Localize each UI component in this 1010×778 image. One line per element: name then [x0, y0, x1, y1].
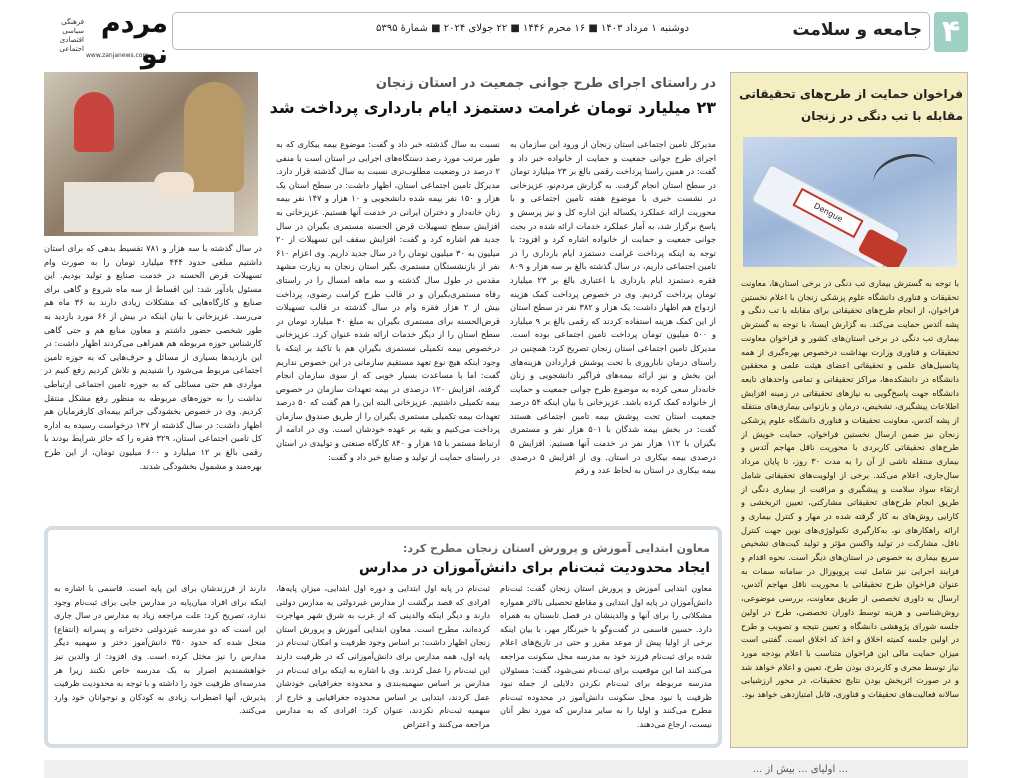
main-article-column-2: نسبت به سال گذشته خبر داد و گفت: موضوع بیمه بیکاری که به طور مرتب مورد رصد دستگاه‌های اجرایی در استان است با منفی ۲ درصد در وضعیت مطلوب‌تری نسبت به سال گذشته قرار دارد. مدیرکل تامین اجتماعی استان، اظهار داشت: در سطح استان یک هزار و ۱۵۰ نفر بیمه شده دانشجویی و ۱۰ هزار و ۱۴۷ نفر بیمه زنان خانه‌دار و دختران ایرانی در خدمت آنها هستیم. عزیزخانی به افزایش سطح تسهیلات قرض الحسنه مستمری بگیران در سال جدید هم اشاره کرد و گفت: افزایش سقف این تسهیلات از ۲۰ میلیون به ۳۰ میلیون تومان را در سال جدید داریم. وی اعزام ۶۱۰ نفر از بازنشستگان مستمری بگیر استان زنجان به زیارت مشهد مقدس در طول سال گذشته و سه ماهه امسال را در راستای رفاه مستمری‌بگیران و در قالب طرح کرامت رضوی، پرداخت بیش از ۲ هزار فقره وام در سال گذشته در قالب تسهیلات قرض‌الحسنه برای مستمری بگیران به مبلغ ۴۰ میلیارد تومان در سطح استان را از دیگر خدمات ارائه شده عنوان کرد. عزیزخانی درخصوص بیمه تکمیلی مستمری بگیران هم با تاکید بر اینکه با وجود اینکه هیچ نوع تعهد مستقیم سازمانی در این خصوص نداریم گفت: اما با مساعدت بسیار خوبی که از سوی سازمان انجام گرفته، افزایش ۱۲۰ درصدی در بیمه تعهدات سازمان در خصوص بیمه تکمیلی داشتیم. عزیزخانی البته این را هم گفت که ۵۰ درصد تعهدات بیمه تکمیلی مستمری بگیران را از طریق صندوق سازمان پرداخت می‌کنیم و بقیه بر عهده خودشان است. وی در ادامه از ارتباط مستمر با ۱۵ هزار و ۸۴۰ کارگاه صنعتی و تولیدی در استان در راستای حمایت از تولید و صنایع خبر داد و گفت: [276, 139, 500, 462]
page-header [40, 6, 968, 70]
logo-url: www.zanjanews.com [86, 52, 149, 59]
dengue-test-photo [743, 137, 957, 267]
mother-baby-photo [44, 72, 258, 236]
education-column-1: معاون ابتدایی آموزش و پرورش استان زنجان گفت: ثبت‌نام دانش‌آموزان در پایه اول ابتدایی و مقاطع تحصیلی بالاتر همواره مشکلاتی را برای آنها و والدینشان در فصل تابستان به همراه دارد. حسین قاسمی در گفت‌وگو با خبرنگار مهر، با بیان اینکه برخی از اولیا پیش از موعد مقرر و حتی در تاریخ‌های اعلام شده برای ثبت‌نام فرزند خود به مدرسه محل سکونت مراجعه می‌کنند اما این موقعیت برای ثبت‌نام نمی‌شود، گفت: مسئولان مدرسه مربوطه برای ثبت‌نام نکردن دلایلی از جمله نبود ظرفیت یا نبود محل سکونت دانش‌آموز در محدوده ثبت‌نام مطرح می‌کنند و اولیا را به سایر مدارس که مورد نظر آنان نیست، ارجاع می‌دهند. [500, 583, 712, 729]
education-title: ایجاد محدودیت ثبت‌نام برای دانش‌آموزان در مدارس [358, 560, 710, 576]
education-column-3: دارند از فرزندشان برای این پایه است. قاسمی با اشاره به اینکه برای افراد میان‌پایه در مدارس جایی برای ثبت‌نام وجود ندارد، تصریح کرد: علت مراجعه زیاد به مدارس در سال جاری این است که دو مدرسه غیردولتی دخترانه و پسرانه (انتفاع) منحل شده که حدود ۳۵۰ دانش‌آموز دختر و سهمیه دیگر مدارس را نیز مختل کرده است. وی افزود: از والدین نیز خواهشمندیم اصرار به یک مدرسه خاص نکنند زیرا هر مدرسه‌ای ظرفیت خود را داشته و با توجه به محدودیت ظرفیت پذیرش، آنها اضطراب زیادی به کودکان و نوجوانان خود وارد می‌کنند. [54, 583, 266, 716]
section-title: جامعه و سلامت [792, 20, 922, 40]
main-article-kicker: در راستای اجرای طرح جوانی جمعیت در استان زنجان [375, 76, 716, 91]
mosquito-icon [869, 147, 941, 202]
next-article-strip [44, 760, 968, 778]
sidebar-article [730, 72, 968, 748]
sidebar-body: با توجه به گسترش بیماری تب دنگی در برخی استان‌ها، معاونت تحقیقات و فناوری دانشگاه علوم پزشکی زنجان با اعلام نخستین فراخوان، از انجام طرح‌های تحقیقاتی برای مقابله با تب دنگی و پشه آئدس حمایت می‌کند. به گزارش ایسنا، با توجه به گسترش بیماری تب دنگی در برخی استان‌های کشور و فراخوان معاونت تحقیقات و فناوری وزارت بهداشت درخصوص بهره‌گیری از همه پتانسیل‌های علمی و تحقیقاتی اعضای هیئت علمی و محققین دانشگاه در دانشکده‌ها، مراکز تحقیقاتی و تمامی واحدهای تابعه دانشگاه جهت پاسخ‌گویی به نیازهای تحقیقاتی در زمینه افزایش اطلاعات پیشگیری، تشخیص، درمان و بازتوانی بیماری‌های منتقله از پشه آئدس، معاونت تحقیقات و فناوری دانشگاه علوم پزشکی زنجان نیز ضمن ارسال نخستین فراخوان، حمایت خویش از طرح‌های تحقیقاتی کاربردی با محوریت ناقل مهاجم آئدس و بیماری منتقله ناشی از آن را به مدت ۳۰ روز، تا پایان مرداد سال‌جاری، اعلام می‌کند. برخی از اولویت‌های تحقیقاتی شامل ارتقاء سواد سلامت و پیشگیری و مراقبت از بیماری دنگی از طریق انجام طرح‌های تحقیقاتی مشارکتی، تعیین اثربخشی و کارایی روش‌های به کار گرفته شده در مهار و کنترل بیماری و ارائه راهکارهای نو، به‌کارگیری تکنولوژی‌های نوین جهت کنترل ناقل، مشارکت در تولید واکسن مؤثر و تولید کیت‌های تشخیص سریع بیماری به خصوص در استان‌های دیگر است. نحوه اقدام و فرایند اجرایی نیز شامل ثبت پروپوزال در سامانه سمات به عنوان فراخوان طرح تحقیقاتی با محوریت ناقل مهاجم آئدس، ارسال به داوری تخصصی از طریق معاونت، بررسی موضوعی، روش‌شناسی و هزینه توسط داوران تخصصی، طرح در اولین جلسه شورای پژوهشی دانشگاه و تعیین نتیجه و تصویب و طرح در اولین جلسه کمیته اخلاق و اخذ کد اخلاق است. گفتنی است میزان حمایت مالی این فراخوان متناسب با اعلام بودجه مورد نیاز توسط مجری و کاربردی بودن طرح، تعیین و اعلام خواهد شد و در صورت اثربخش بودن نتایج تحقیقات، در محور ارزشیابی سالانه فعالیت‌های تحقیقات و فناوری، قابل امتیازدهی خواهد بود. [741, 278, 959, 700]
main-article-title: ۲۳ میلیارد تومان غرامت دستمزد ایام بارداری پرداخت شد [269, 98, 716, 117]
sidebar-title: فراخوان حمایت از طرح‌های تحقیقاتی مقابله با تب دنگی در زنجان [739, 87, 963, 123]
education-column-2: ثبت‌نام در پایه اول ابتدایی و دوره اول ابتدایی، میزان پایه‌ها، افرادی که قصد برگشت از مدارس غیردولتی به مدارس دولتی دارند و دیگر اینکه والدینی که از غرب به شرق شهر مهاجرت کرده‌اند، مطرح است. معاون ابتدایی آموزش و پرورش استان زنجان اظهار داشت: بر اساس وجود ظرفیت و امکان ثبت‌نام در پایه اول، همه مدارس برای دانش‌آموزانی که در ظرفیت دارند این ثبت‌نام را عمل کردند. وی با اشاره به اینکه برای ثبت‌نام در مدارس بر اساس سهمیه‌بندی و محدوده جغرافیایی خودشان عمل کردند، ابتدایی بر اساس محدوده جغرافیایی و خارج از سهمیه ثبت‌نام نکردند، عنوان کرد: افرادی که به مدارس مراجعه می‌کنند و اعتراض [276, 583, 490, 729]
education-kicker: معاون ابتدایی آموزش و پرورش استان زنجان مطرح کرد: [402, 542, 710, 555]
page-number: ۴ [934, 12, 968, 52]
dengue-label: Dengue [792, 188, 863, 239]
logo-text: مردم نو [100, 8, 168, 70]
logo-subtitle: فرهنگی سیاسی اقتصادی اجتماعی [59, 18, 84, 53]
issue-date: دوشنبه ۱ مرداد ۱۴۰۳ ■ ۱۶ محرم ۱۴۴۶ ■ ۲۲ جولای ۲۰۲۴ ■ شمارهٔ ۵۳۹۵ [376, 23, 690, 34]
newspaper-logo [40, 6, 168, 70]
main-article-column-1: مدیرکل تامین اجتماعی استان زنجان از ورود این سازمان به اجرای طرح جوانی جمعیت و حمایت از خانواده خبر داد و گفت: در همین راستا پرداخت رقمی بالغ بر ۲۳ میلیارد تومان در سطح استان انجام گرفت. به گزارش مردم‌نو، عزیزخانی در نشست خبری با موضوع هفته تامین اجتماعی و با محوریت ارائه عملکرد یکساله این اداره کل و نیز پرسش و پاسخ برگزار شد، به آمار عملکرد خدمات ارائه شده در بحث جوانی جمعیت و حمایت از خانواده اشاره کرد و افزود: با توجه به اینکه پرداخت غرامت دستمزد ایام بارداری را در تامین اجتماعی داریم، در سال گذشته بالغ بر سه هزار و ۸۰۹ فقره دستمزد ایام بارداری با اعتباری بالغ بر ۲۳ میلیارد تومان پرداخت کردیم. وی در خصوص پرداخت کمک هزینه ازدواج هم اظهار داشت: یک هزار و ۳۸۲ نفر در سطح استان از این کمک هزینه استفاده کردند که رقمی بالغ بر ۹ میلیارد و ۵۰۰ میلیون تومان پرداخت تامین اجتماعی بوده است. مدیرکل تامین اجتماعی استان زنجان تصریح کرد: همچنین در راستای درمان ناباروری با تحت پوشش قراردادن هزینه‌های این بخش و نیز ارائه بیمه‌های فراگیر دانشجویی و زنان خانه‌دار سعی کرده به موضوع طرح جوانی جمعیت و حمایت از خانواده کمک کرده باشد. عزیزخانی با بیان اینکه ۵۴ درصد جمعیت استان تحت پوشش بیمه تامین اجتماعی هستند گفت: در بخش بیمه شدگان با ۵۰۱ هزار نفر و مستمری بگیران با ۱۱۲ هزار نفر در خدمت آنها هستیم. افزایش ۵ درصدی بیمه بیکاری در استان. وی از افزایش ۵ درصدی بیمه بیکاری در استان به لحاظ عدد و رقم [510, 139, 716, 476]
education-article-box [44, 526, 722, 748]
next-article-text: ... اولیای ... بیش از ... [752, 764, 848, 775]
main-article-column-3: در سال گذشته با سه هزار و ۷۸۱ تقسیط بدهی که برای استان داشتیم مبلغی حدود ۴۴۴ میلیارد تومان را به صورت وام تسهیلات قرض الحسنه در خدمت صنایع و تولید بودیم. این مسئول یادآور شد: این اقساط از سه ماه شروع و گاهی برای صنایع و کارگاه‌هایی که مشکلات زیادی دارند به ۳۶ ماه هم می‌رسد. عزیزخانی با بیان اینکه در بیش از ۶۶ مورد بازدید به طور شخصی حضور داشتم و معاون منابع هم و حتی گاهی کارشناس حوزه مربوطه هم همراهی می‌کردند اظهار داشت: در این بازدیدها بسیاری از مسائل و حرف‌هایی که به حوزه تامین اجتماعی مربوط می‌شود را شنیدیم و تلاش کردیم رفع کنیم در مواردی هم حتی مسائلی که به حوزه تامین اجتماعی ارتباطی نداشت را به حوزه‌های مربوطه به منظور رفع مشکل منتقل کردیم. وی در خصوص بخشودگی جرائم بیمه‌ای کارفرمایان هم اظهار داشت: در سال گذشته از ۱۳۷ درخواست رسیده به اداره کل تامین اجتماعی استان، ۳۲۹ فقره را که حائز شرایط بودند با رقمی بالغ بر ۱۲ میلیارد و ۶۰۰ میلیون تومان، از این طرح بهره‌مند و مشمول بخشودگی شدند. [44, 243, 262, 471]
